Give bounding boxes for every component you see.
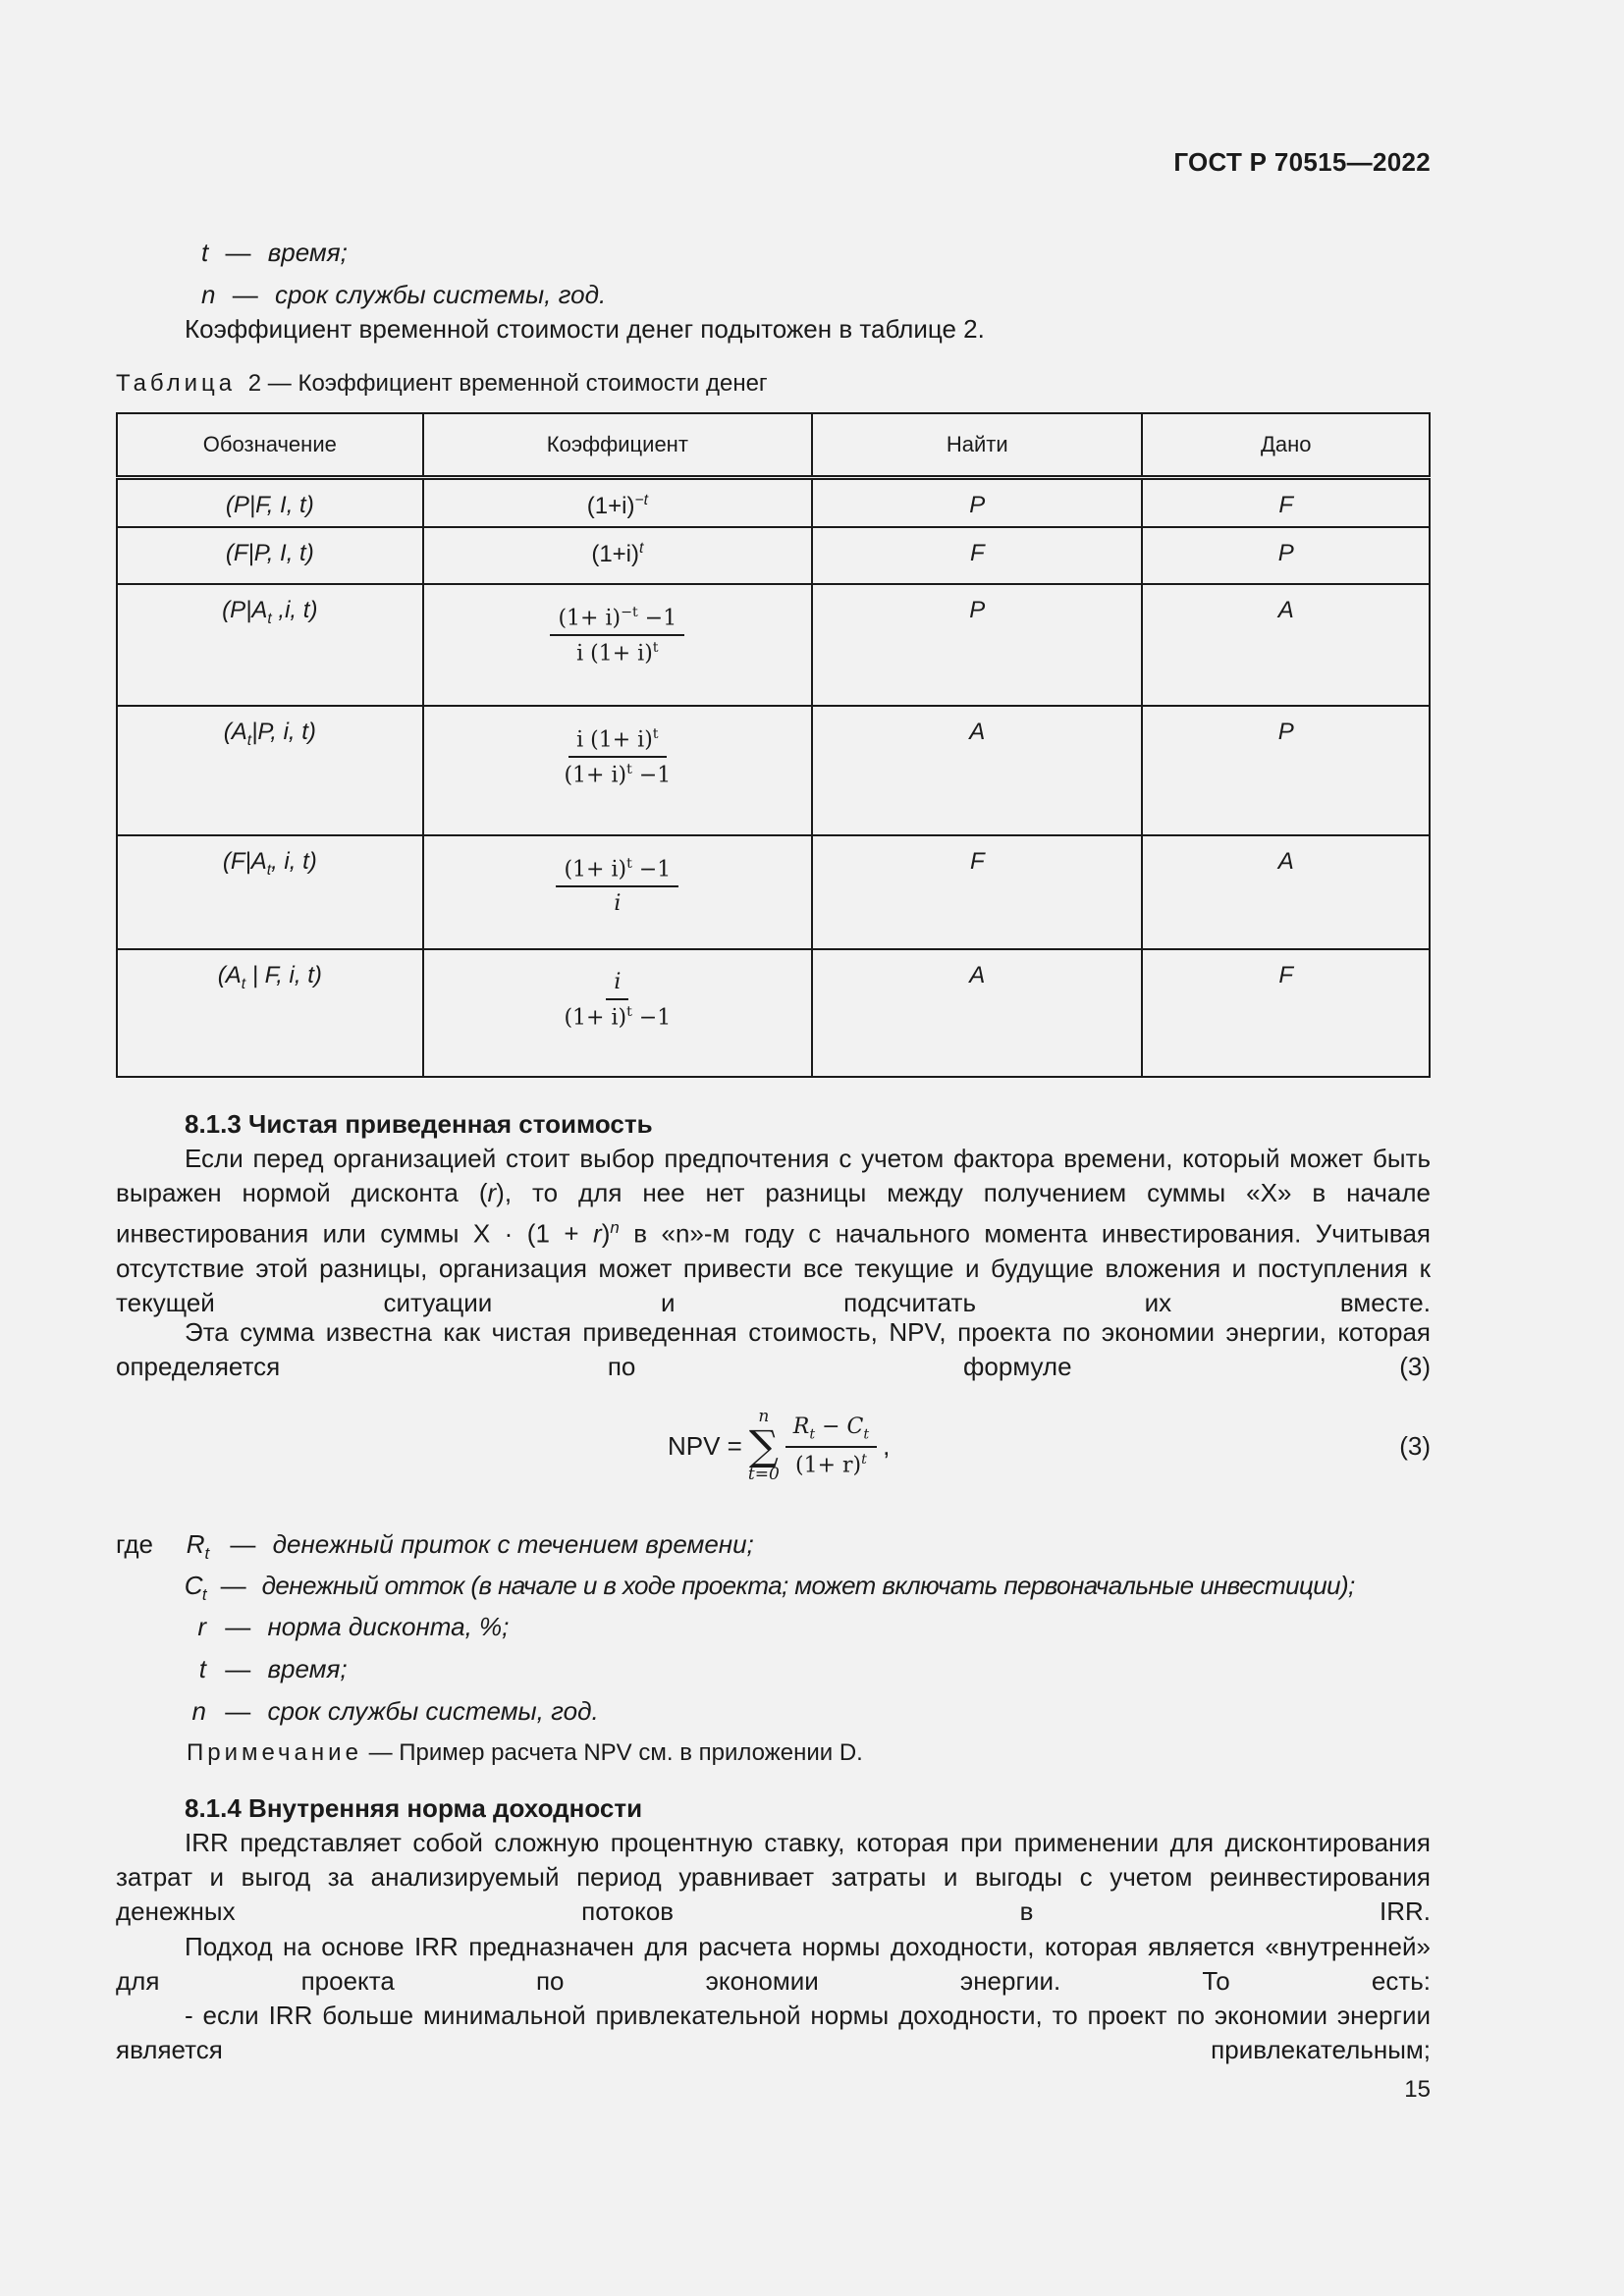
col-given: Дано	[1142, 413, 1430, 478]
where-def-n: n — срок службы системы, год.	[191, 1696, 599, 1726]
designation-cell: ($F|A_t$, i, t)	[117, 835, 423, 949]
coefficient-fraction: $\frac{(1+ i)^t -1}{i}$	[556, 856, 678, 916]
col-designation: Обозначение	[117, 413, 423, 478]
find-cell: A	[812, 949, 1142, 1077]
paragraph-irr-2: Подход на основе IRR предназначен для расчета нормы доходности, которая является «внутренней» для проекта по экономии энергии. То есть:	[116, 1932, 1431, 1996]
where-def-rt: где $R_t$ — денежный приток с течением времени;	[116, 1529, 754, 1564]
where-def-r: r — норма дисконта, %;	[197, 1612, 510, 1641]
given-cell: A	[1142, 835, 1430, 949]
given-cell: F	[1142, 478, 1430, 527]
section-title-8-1-4: 8.1.4 Внутренняя норма доходности	[185, 1793, 643, 1823]
sum-sign: n ∑ t=0	[747, 1407, 780, 1484]
table-row	[117, 706, 1430, 835]
table-header-row	[117, 413, 1430, 478]
where-def-t: t — время;	[198, 1654, 348, 1683]
find-cell: F	[812, 527, 1142, 584]
given-cell: P	[1142, 527, 1430, 584]
find-cell: P	[812, 478, 1142, 527]
given-cell: P	[1142, 706, 1430, 835]
paragraph-irr-1: IRR представляет собой сложную процентную ставку, которая при применении для дисконтирования затрат и выгод за анализируемый период уравнивает затраты и выгоды с учетом реинвестирования денежных потоков в IRR.	[116, 1828, 1431, 1926]
col-coefficient: Коэффициент	[423, 413, 812, 478]
coefficient-cell	[423, 949, 812, 1077]
paragraph-npv-1: Если перед организацией стоит выбор предпочтения с учетом фактора времени, который может быть выражен нормой дисконта (r), то для нее нет разницы между получением суммы «X» в начале инвестирования или суммы $X \cdot (1 + r)^n$ в «n»-м году с начального момента инвестирования. Учитывая отсутствие этой разницы, организация может привести все текущие и будущие вложения и поступления к текущей ситуации и подсчитать их вместе.	[116, 1144, 1432, 1317]
coefficient-cell: $(1+i)^{-t}$	[423, 478, 812, 527]
coefficient-fraction: $\frac{i}{(1+ i)^t -1}$	[564, 969, 672, 1030]
section-title-8-1-3: 8.1.3 Чистая приведенная стоимость	[185, 1109, 653, 1139]
paragraph-npv-2: Эта сумма известна как чистая приведенная стоимость, NPV, проекта по экономии энергии, которая определяется по формуле (3)	[116, 1317, 1431, 1381]
find-cell: F	[812, 835, 1142, 949]
intro-def-n: n — срок службы системы, год.	[201, 280, 607, 309]
designation-cell: (P|F, I, t)	[117, 478, 423, 527]
coefficient-table	[116, 412, 1431, 1078]
table-row	[117, 949, 1430, 1077]
document-code: ГОСТ Р 70515—2022	[1173, 147, 1431, 177]
note: Примечание — Пример расчета NPV см. в приложении D.	[187, 1739, 863, 1766]
coefficient-cell	[423, 584, 812, 706]
page-number: 15	[1404, 2076, 1431, 2103]
col-find: Найти	[812, 413, 1142, 478]
intro-text: Коэффициент временной стоимости денег подытожен в таблице 2.	[185, 314, 985, 344]
table-row	[117, 527, 1430, 584]
designation-cell: ($P|A_t$ ,i, t)	[117, 584, 423, 706]
table-row	[117, 478, 1430, 527]
npv-formula: NPV = n ∑ t=0 $\frac{R_t - C_t}{(1+ r)^t}$ ,	[668, 1407, 891, 1484]
table-caption: Таблица 2 — Коэффициент временной стоимости денег	[116, 370, 768, 397]
table-row	[117, 835, 1430, 949]
designation-cell: ($A_t|P$, i, t)	[117, 706, 423, 835]
paragraph-irr-3: - если IRR больше минимальной привлекательной нормы доходности, то проект по экономии энергии является привлекательным;	[116, 2001, 1431, 2064]
designation-cell: ($A_t$ | F, i, t)	[117, 949, 423, 1077]
find-cell: A	[812, 706, 1142, 835]
where-def-ct: $C_t$ — денежный отток (в начале и в ходе проекта; может включать первоначальные инвестиции);	[184, 1571, 1355, 1605]
intro-def-t: t — время;	[201, 238, 348, 267]
coefficient-cell: $(1+i)^t$	[423, 527, 812, 584]
coefficient-cell	[423, 835, 812, 949]
equation-number: (3)	[1399, 1431, 1431, 1461]
given-cell: F	[1142, 949, 1430, 1077]
find-cell: P	[812, 584, 1142, 706]
coefficient-cell	[423, 706, 812, 835]
table-row	[117, 584, 1430, 706]
given-cell: A	[1142, 584, 1430, 706]
designation-cell: (F|P, I, t)	[117, 527, 423, 584]
coefficient-fraction: $\frac{(1+ i)^{-t} -1}{i (1+ i)^t}$	[550, 605, 684, 667]
coefficient-fraction: $\frac{i (1+ i)^t}{(1+ i)^t -1}$	[564, 725, 672, 788]
npv-fraction: $\frac{R_t - C_t}{(1+ r)^t}$	[785, 1415, 877, 1478]
